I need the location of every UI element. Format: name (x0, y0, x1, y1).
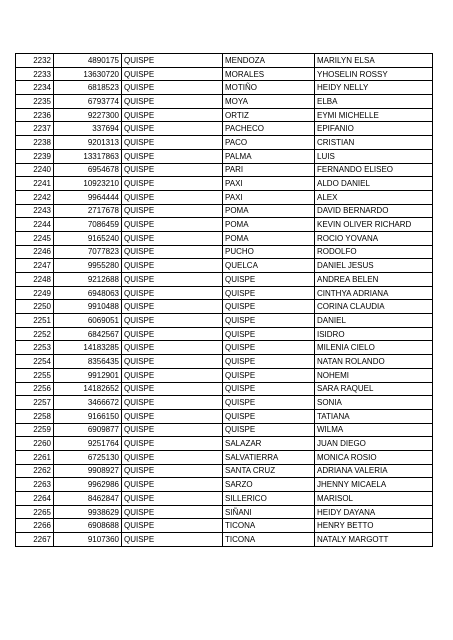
first-surname-cell: QUISPE (122, 245, 223, 259)
row-number-cell: 2248 (16, 273, 54, 287)
id-number-cell: 6793774 (54, 95, 122, 109)
row-number-cell: 2242 (16, 190, 54, 204)
second-surname-cell: PUCHO (223, 245, 315, 259)
row-number-cell: 2249 (16, 286, 54, 300)
id-number-cell: 7086459 (54, 218, 122, 232)
table-row (16, 341, 433, 355)
given-names-cell: NOHEMI (315, 368, 433, 382)
id-number-cell: 9938629 (54, 505, 122, 519)
id-number-cell: 6725130 (54, 450, 122, 464)
second-surname-cell: SANTA CRUZ (223, 464, 315, 478)
table-row (16, 163, 433, 177)
table-row (16, 136, 433, 150)
first-surname-cell: QUISPE (122, 478, 223, 492)
table-row (16, 327, 433, 341)
first-surname-cell: QUISPE (122, 149, 223, 163)
row-number-cell: 2261 (16, 450, 54, 464)
first-surname-cell: QUISPE (122, 505, 223, 519)
first-surname-cell: QUISPE (122, 286, 223, 300)
row-number-cell: 2252 (16, 327, 54, 341)
first-surname-cell: QUISPE (122, 218, 223, 232)
second-surname-cell: PAXI (223, 190, 315, 204)
table-row (16, 533, 433, 547)
first-surname-cell: QUISPE (122, 314, 223, 328)
first-surname-cell: QUISPE (122, 54, 223, 68)
id-number-cell: 9908927 (54, 464, 122, 478)
given-names-cell: MARILYN ELSA (315, 54, 433, 68)
second-surname-cell: MOYA (223, 95, 315, 109)
second-surname-cell: QUISPE (223, 382, 315, 396)
row-number-cell: 2243 (16, 204, 54, 218)
row-number-cell: 2235 (16, 95, 54, 109)
row-number-cell: 2236 (16, 108, 54, 122)
given-names-cell: JHENNY MICAELA (315, 478, 433, 492)
second-surname-cell: PARI (223, 163, 315, 177)
id-number-cell: 10923210 (54, 177, 122, 191)
given-names-cell: EYMI MICHELLE (315, 108, 433, 122)
table-row (16, 464, 433, 478)
id-number-cell: 6069051 (54, 314, 122, 328)
row-number-cell: 2250 (16, 300, 54, 314)
row-number-cell: 2257 (16, 396, 54, 410)
row-number-cell: 2238 (16, 136, 54, 150)
first-surname-cell: QUISPE (122, 136, 223, 150)
table-row (16, 423, 433, 437)
given-names-cell: LUIS (315, 149, 433, 163)
row-number-cell: 2239 (16, 149, 54, 163)
first-surname-cell: QUISPE (122, 450, 223, 464)
table-row (16, 368, 433, 382)
given-names-cell: MONICA ROSIO (315, 450, 433, 464)
id-number-cell: 14182652 (54, 382, 122, 396)
id-number-cell: 8356435 (54, 355, 122, 369)
id-number-cell: 7077823 (54, 245, 122, 259)
id-number-cell: 9227300 (54, 108, 122, 122)
given-names-cell: ELBA (315, 95, 433, 109)
first-surname-cell: QUISPE (122, 300, 223, 314)
id-number-cell: 9212688 (54, 273, 122, 287)
given-names-cell: DAVID BERNARDO (315, 204, 433, 218)
row-number-cell: 2241 (16, 177, 54, 191)
id-number-cell: 337694 (54, 122, 122, 136)
row-number-cell: 2259 (16, 423, 54, 437)
given-names-cell: HEIDY NELLY (315, 81, 433, 95)
first-surname-cell: QUISPE (122, 437, 223, 451)
second-surname-cell: QUISPE (223, 300, 315, 314)
given-names-cell: RODOLFO (315, 245, 433, 259)
second-surname-cell: ORTIZ (223, 108, 315, 122)
first-surname-cell: QUISPE (122, 204, 223, 218)
table-row (16, 437, 433, 451)
second-surname-cell: MOTIÑO (223, 81, 315, 95)
first-surname-cell: QUISPE (122, 122, 223, 136)
given-names-cell: DANIEL JESUS (315, 259, 433, 273)
second-surname-cell: POMA (223, 231, 315, 245)
row-number-cell: 2244 (16, 218, 54, 232)
table-row (16, 382, 433, 396)
second-surname-cell: MENDOZA (223, 54, 315, 68)
table-row (16, 190, 433, 204)
second-surname-cell: PACHECO (223, 122, 315, 136)
second-surname-cell: SIÑANI (223, 505, 315, 519)
id-number-cell: 9166150 (54, 409, 122, 423)
row-number-cell: 2251 (16, 314, 54, 328)
id-number-cell: 6842567 (54, 327, 122, 341)
id-number-cell: 9107360 (54, 533, 122, 547)
given-names-cell: SARA RAQUEL (315, 382, 433, 396)
first-surname-cell: QUISPE (122, 409, 223, 423)
given-names-cell: JUAN DIEGO (315, 437, 433, 451)
second-surname-cell: QUISPE (223, 314, 315, 328)
second-surname-cell: QUISPE (223, 341, 315, 355)
table-row (16, 259, 433, 273)
id-number-cell: 9165240 (54, 231, 122, 245)
second-surname-cell: QUISPE (223, 327, 315, 341)
table-row (16, 396, 433, 410)
row-number-cell: 2256 (16, 382, 54, 396)
table-row (16, 95, 433, 109)
given-names-cell: HEIDY DAYANA (315, 505, 433, 519)
table-row (16, 218, 433, 232)
second-surname-cell: QUISPE (223, 286, 315, 300)
id-number-cell: 9962986 (54, 478, 122, 492)
first-surname-cell: QUISPE (122, 492, 223, 506)
given-names-cell: ROCIO YOVANA (315, 231, 433, 245)
given-names-cell: KEVIN OLIVER RICHARD (315, 218, 433, 232)
second-surname-cell: PALMA (223, 149, 315, 163)
table-row (16, 122, 433, 136)
row-number-cell: 2246 (16, 245, 54, 259)
given-names-cell: CRISTIAN (315, 136, 433, 150)
table-row (16, 149, 433, 163)
table-row (16, 519, 433, 533)
table-row (16, 409, 433, 423)
given-names-cell: MARISOL (315, 492, 433, 506)
table-row (16, 245, 433, 259)
second-surname-cell: QUISPE (223, 409, 315, 423)
given-names-cell: NATAN ROLANDO (315, 355, 433, 369)
id-number-cell: 9955280 (54, 259, 122, 273)
row-number-cell: 2265 (16, 505, 54, 519)
second-surname-cell: QUISPE (223, 368, 315, 382)
row-number-cell: 2254 (16, 355, 54, 369)
second-surname-cell: MORALES (223, 67, 315, 81)
row-number-cell: 2260 (16, 437, 54, 451)
given-names-cell: ANDREA BELEN (315, 273, 433, 287)
given-names-cell: YHOSELIN ROSSY (315, 67, 433, 81)
row-number-cell: 2267 (16, 533, 54, 547)
given-names-cell: ADRIANA VALERIA (315, 464, 433, 478)
first-surname-cell: QUISPE (122, 81, 223, 95)
row-number-cell: 2258 (16, 409, 54, 423)
second-surname-cell: QUISPE (223, 273, 315, 287)
roster-table (15, 53, 433, 547)
id-number-cell: 9964444 (54, 190, 122, 204)
table-row (16, 314, 433, 328)
second-surname-cell: SALVATIERRA (223, 450, 315, 464)
second-surname-cell: PACO (223, 136, 315, 150)
given-names-cell: NATALY MARGOTT (315, 533, 433, 547)
given-names-cell: WILMA (315, 423, 433, 437)
second-surname-cell: TICONA (223, 519, 315, 533)
first-surname-cell: QUISPE (122, 464, 223, 478)
first-surname-cell: QUISPE (122, 533, 223, 547)
second-surname-cell: TICONA (223, 533, 315, 547)
given-names-cell: HENRY BETTO (315, 519, 433, 533)
first-surname-cell: QUISPE (122, 231, 223, 245)
row-number-cell: 2233 (16, 67, 54, 81)
given-names-cell: ISIDRO (315, 327, 433, 341)
row-number-cell: 2266 (16, 519, 54, 533)
id-number-cell: 9910488 (54, 300, 122, 314)
id-number-cell: 14183285 (54, 341, 122, 355)
first-surname-cell: QUISPE (122, 273, 223, 287)
given-names-cell: FERNANDO ELISEO (315, 163, 433, 177)
given-names-cell: MILENIA CIELO (315, 341, 433, 355)
row-number-cell: 2255 (16, 368, 54, 382)
row-number-cell: 2253 (16, 341, 54, 355)
id-number-cell: 6908688 (54, 519, 122, 533)
id-number-cell: 6909877 (54, 423, 122, 437)
table-row (16, 286, 433, 300)
id-number-cell: 3466672 (54, 396, 122, 410)
row-number-cell: 2237 (16, 122, 54, 136)
roster-table-body (16, 54, 433, 547)
first-surname-cell: QUISPE (122, 327, 223, 341)
given-names-cell: SONIA (315, 396, 433, 410)
id-number-cell: 8462847 (54, 492, 122, 506)
second-surname-cell: QUISPE (223, 423, 315, 437)
id-number-cell: 6818523 (54, 81, 122, 95)
given-names-cell: CINTHYA ADRIANA (315, 286, 433, 300)
first-surname-cell: QUISPE (122, 259, 223, 273)
second-surname-cell: POMA (223, 218, 315, 232)
table-row (16, 273, 433, 287)
second-surname-cell: PAXI (223, 177, 315, 191)
row-number-cell: 2245 (16, 231, 54, 245)
given-names-cell: ALDO DANIEL (315, 177, 433, 191)
row-number-cell: 2262 (16, 464, 54, 478)
second-surname-cell: QUISPE (223, 355, 315, 369)
id-number-cell: 4890175 (54, 54, 122, 68)
given-names-cell: EPIFANIO (315, 122, 433, 136)
table-row (16, 67, 433, 81)
row-number-cell: 2234 (16, 81, 54, 95)
second-surname-cell: SARZO (223, 478, 315, 492)
given-names-cell: CORINA CLAUDIA (315, 300, 433, 314)
given-names-cell: DANIEL (315, 314, 433, 328)
table-row (16, 505, 433, 519)
row-number-cell: 2232 (16, 54, 54, 68)
table-row (16, 177, 433, 191)
second-surname-cell: QUELCA (223, 259, 315, 273)
row-number-cell: 2247 (16, 259, 54, 273)
first-surname-cell: QUISPE (122, 519, 223, 533)
table-row (16, 108, 433, 122)
table-row (16, 231, 433, 245)
first-surname-cell: QUISPE (122, 95, 223, 109)
table-row (16, 81, 433, 95)
table-row (16, 204, 433, 218)
first-surname-cell: QUISPE (122, 341, 223, 355)
second-surname-cell: SILLERICO (223, 492, 315, 506)
id-number-cell: 6948063 (54, 286, 122, 300)
id-number-cell: 2717678 (54, 204, 122, 218)
id-number-cell: 13317863 (54, 149, 122, 163)
row-number-cell: 2263 (16, 478, 54, 492)
second-surname-cell: POMA (223, 204, 315, 218)
first-surname-cell: QUISPE (122, 423, 223, 437)
row-number-cell: 2264 (16, 492, 54, 506)
first-surname-cell: QUISPE (122, 163, 223, 177)
table-row (16, 450, 433, 464)
table-row (16, 300, 433, 314)
id-number-cell: 9201313 (54, 136, 122, 150)
table-row (16, 54, 433, 68)
row-number-cell: 2240 (16, 163, 54, 177)
table-row (16, 355, 433, 369)
first-surname-cell: QUISPE (122, 177, 223, 191)
id-number-cell: 6954678 (54, 163, 122, 177)
given-names-cell: TATIANA (315, 409, 433, 423)
first-surname-cell: QUISPE (122, 355, 223, 369)
table-row (16, 492, 433, 506)
first-surname-cell: QUISPE (122, 396, 223, 410)
table-row (16, 478, 433, 492)
second-surname-cell: SALAZAR (223, 437, 315, 451)
first-surname-cell: QUISPE (122, 67, 223, 81)
first-surname-cell: QUISPE (122, 108, 223, 122)
first-surname-cell: QUISPE (122, 382, 223, 396)
first-surname-cell: QUISPE (122, 190, 223, 204)
second-surname-cell: QUISPE (223, 396, 315, 410)
given-names-cell: ALEX (315, 190, 433, 204)
id-number-cell: 9251764 (54, 437, 122, 451)
id-number-cell: 13630720 (54, 67, 122, 81)
first-surname-cell: QUISPE (122, 368, 223, 382)
id-number-cell: 9912901 (54, 368, 122, 382)
